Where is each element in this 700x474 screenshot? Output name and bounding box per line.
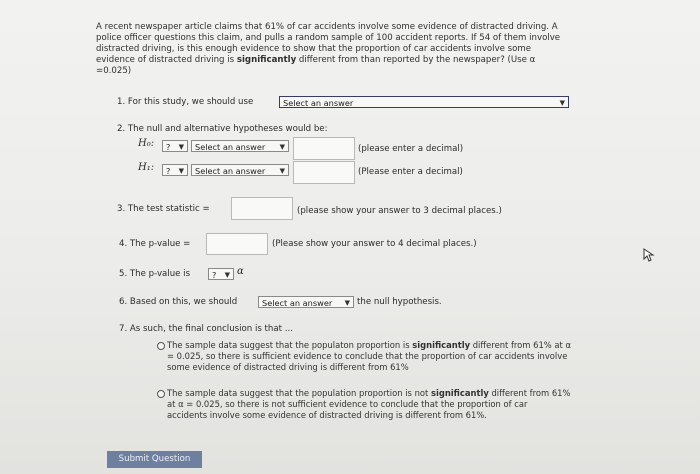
chevron-down-icon: ▼ (224, 271, 230, 279)
q6-pre: 6. Based on this, we should (119, 297, 238, 307)
option-2-line-1-pre: The sample data suggest that the population proportion is not (167, 388, 431, 398)
h0-parameter-value: Select an answer (195, 142, 266, 152)
chevron-down-icon: ▼ (178, 167, 184, 175)
q1-label: 1. For this study, we should use (117, 97, 254, 107)
q4-hint: (Please show your answer to 4 decimal places.) (272, 239, 477, 249)
option-1-line-1-pre: The sample data suggest that the populaton proportion is (167, 340, 413, 350)
decision-select-value: Select an answer (262, 298, 333, 308)
chevron-down-icon: ▼ (279, 143, 285, 151)
h0-operator-value: ? (166, 142, 171, 152)
conclusion-option-2[interactable] (167, 388, 637, 421)
test-type-select[interactable] (279, 96, 569, 108)
h1-operator-value: ? (166, 166, 171, 176)
q4-label: 4. The p-value = (119, 239, 191, 249)
q5-label: 5. The p-value is (119, 269, 191, 279)
option-2-line-1-post: different from 61% (488, 388, 571, 398)
h1-operator-select[interactable] (162, 164, 188, 176)
h1-label: H₁: (138, 162, 155, 173)
conclusion-option-1-radio[interactable] (157, 342, 165, 350)
q2-label: 2. The null and alternative hypotheses would be: (117, 124, 328, 134)
option-1-line-3: some evidence of distracted driving is different from 61% (167, 362, 409, 372)
h0-hint: (please enter a decimal) (358, 144, 464, 154)
question-prompt (96, 22, 636, 77)
q7-label: 7. As such, the final conclusion is that ... (119, 324, 293, 334)
submit-question-button[interactable]: Submit Question (107, 451, 202, 468)
chevron-down-icon: ▼ (344, 299, 350, 307)
alpha-symbol: α (237, 266, 244, 277)
decision-select[interactable] (258, 296, 354, 308)
option-1-line-1-post: different from 61% at α (470, 340, 571, 350)
q3-label: 3. The test statistic = (117, 204, 210, 214)
option-1-line-1-bold: significantly (412, 340, 471, 350)
h0-parameter-select[interactable] (191, 140, 289, 152)
prompt-line-1: A recent newspaper article claims that 61% of car accidents involve some evidence of distracted driving. A (96, 22, 558, 32)
h0-label: H₀: (138, 138, 155, 149)
option-2-line-1 (167, 388, 637, 399)
option-2-line-3: accidents involve some evidence of distracted driving is different from 61%. (167, 410, 487, 420)
p-value-comparison-select[interactable] (208, 268, 234, 280)
option-1-line-1 (167, 340, 637, 351)
prompt-line-3: distracted driving, is this enough evidence to show that the proportion of car accidents involve some (96, 44, 532, 54)
prompt-line-4-bold: significantly (236, 55, 297, 65)
prompt-line-4 (96, 55, 636, 66)
h0-value-input[interactable] (293, 137, 355, 160)
chevron-down-icon: ▼ (178, 143, 184, 151)
p-value-comparison-value: ? (212, 270, 217, 280)
chevron-down-icon: ▼ (279, 167, 285, 175)
h1-value-input[interactable] (293, 161, 355, 184)
conclusion-option-1[interactable] (167, 340, 637, 373)
option-2-line-2: at α = 0.025, so there is not sufficient evidence to conclude that the proportion of car (167, 399, 528, 409)
h1-parameter-value: Select an answer (195, 166, 266, 176)
option-1-line-2: = 0.025, so there is sufficient evidence to conclude that the proportion of car accidents involve (167, 351, 568, 361)
mouse-cursor-icon (643, 248, 655, 262)
h1-parameter-select[interactable] (191, 164, 289, 176)
option-2-line-1-bold: significantly (430, 388, 489, 398)
prompt-line-2: police officer questions this claim, and pulls a random sample of 100 accident reports. If 54 of them involve (96, 33, 561, 43)
prompt-line-4-post: different from than reported by the newspaper? (Use α (296, 55, 536, 65)
prompt-line-5: =0.025) (96, 66, 132, 76)
h1-hint: (Please enter a decimal) (358, 167, 463, 177)
q6-post: the null hypothesis. (357, 297, 442, 307)
test-statistic-input[interactable] (231, 197, 293, 220)
p-value-input[interactable] (206, 233, 268, 255)
chevron-down-icon: ▼ (559, 99, 565, 107)
conclusion-option-2-radio[interactable] (157, 390, 165, 398)
prompt-line-4-pre: evidence of distracted driving is (96, 55, 237, 65)
q3-hint: (please show your answer to 3 decimal places.) (297, 206, 502, 216)
h0-operator-select[interactable] (162, 140, 188, 152)
test-type-select-value: Select an answer (283, 98, 354, 108)
